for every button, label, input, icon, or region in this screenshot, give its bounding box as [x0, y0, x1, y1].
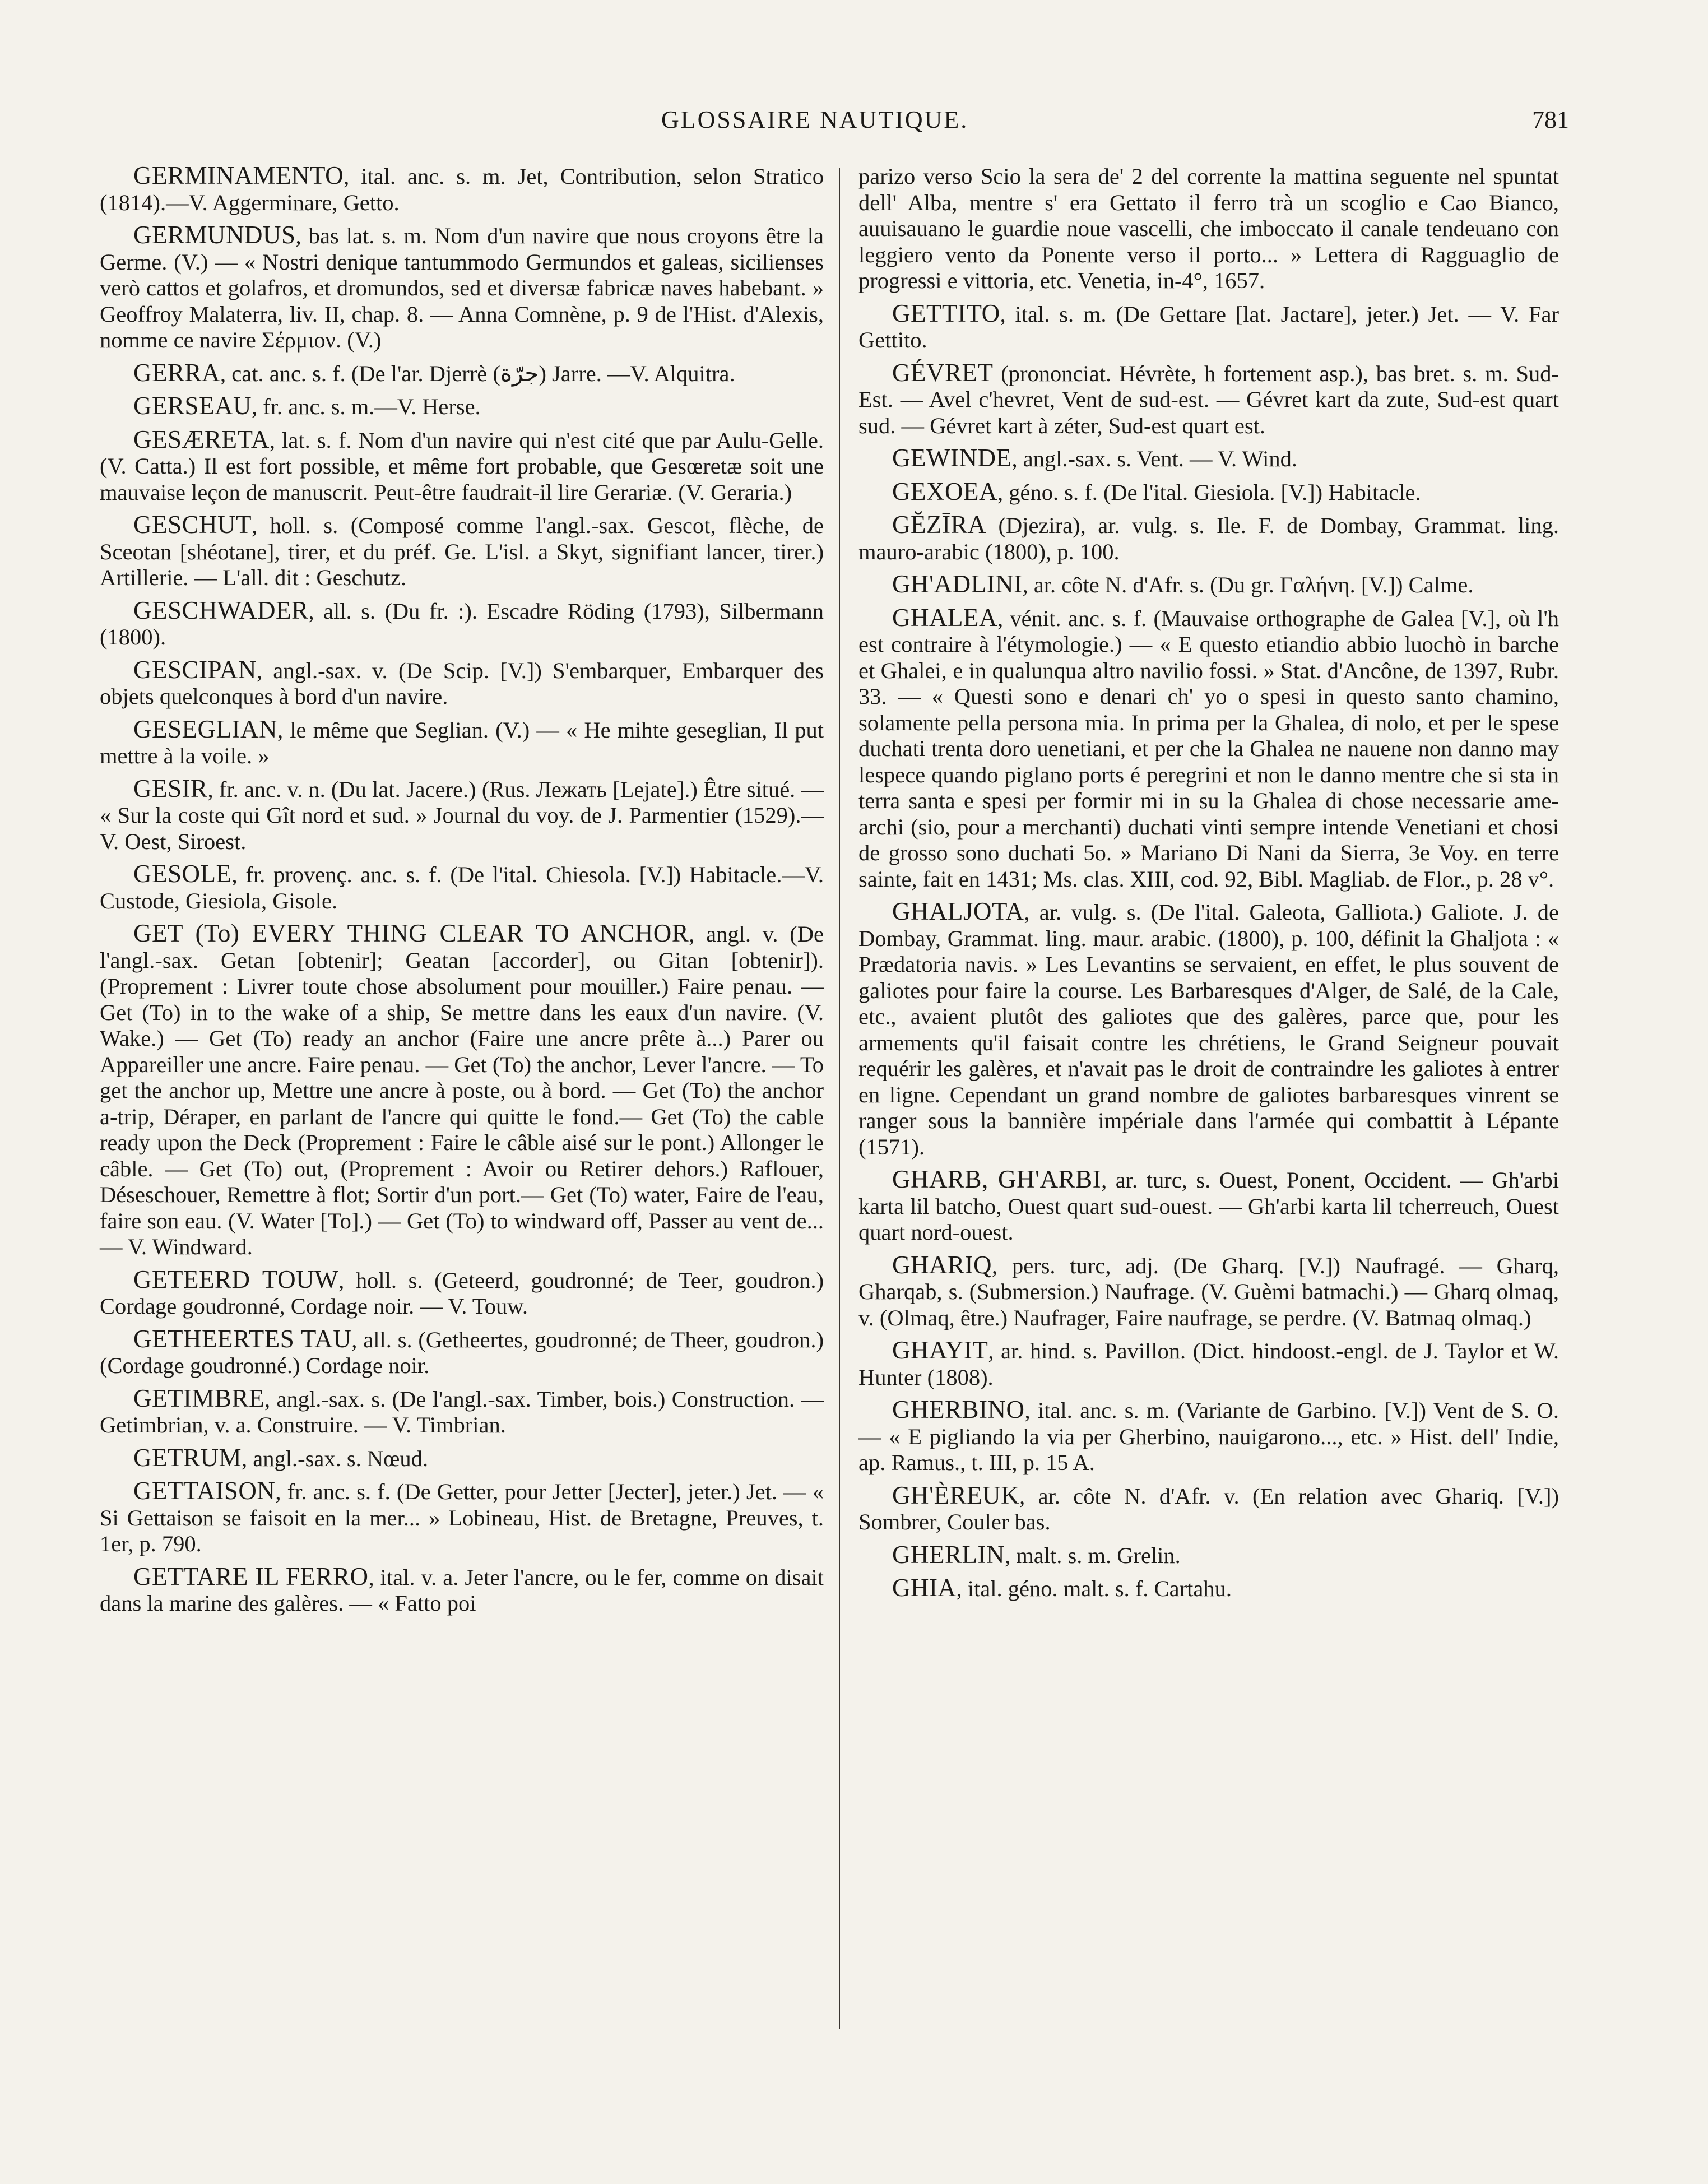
- entry-gesole: [100, 861, 824, 914]
- entry-gerseau: [100, 393, 824, 420]
- definition: , all. s. (Getheertes, goudronné; de Theer, goudron.) (Cordage goudronné.) Cordage noir.: [100, 1327, 824, 1378]
- headword: GETHEERTES TAU: [133, 1324, 352, 1353]
- headword: GEXOEA: [892, 477, 997, 506]
- definition: , ital. anc. s. m. (Variante de Garbino. [V.]) Vent de S. O. — « E pigliando la via per Gherbino, nauigarono..., etc. » Hist. dell' Indie, ap. Ramus., t. III, p. 15 A.: [858, 1398, 1559, 1475]
- entry-gescipan: [100, 657, 824, 710]
- headword: GESOLE: [133, 860, 232, 888]
- headword: GHERBINO: [892, 1395, 1025, 1423]
- headword: GESÆRETA: [133, 425, 270, 453]
- definition: (prononciat. Hévrète, h fortement asp.), bas bret. s. m. Sud-Est. — Avel c'hevret, Vent de sud-est. — Gévret kart da zute, Sud-est quart sud. — Gévret kart à zéter, Sud-est quart est.: [858, 360, 1559, 438]
- definition: , angl.-sax. v. (De Scip. [V.]) S'embarquer, Embarquer des objets quelconques à bord d'un navire.: [100, 657, 824, 709]
- definition: , holl. s. (Geteerd, goudronné; de Teer, goudron.) Cordage goudronné, Cordage noir. — V. Touw.: [100, 1267, 824, 1319]
- definition: (Djezira), ar. vulg. s. Ile. F. de Dombay, Grammat. ling. mauro-arabic (1800), p. 100.: [858, 513, 1559, 564]
- entry-getrum: [100, 1445, 824, 1472]
- definition: , holl. s. (Composé comme l'angl.-sax. Gescot, flèche, de Sceotan [shéotane], tirer, et du préf. Ge. L'isl. a Skyt, signifiant lancer, tirer.) Artillerie. — L'all. dit : Geschutz.: [100, 513, 824, 590]
- entry-ghariq: [858, 1252, 1559, 1332]
- definition: parizo verso Scio la sera de' 2 del corrente la mattina seguente nel spuntat dell' Alba, mentre s' era Gettato il ferro trà un scoglio e Cao Bianco, auuisauano le guardie noue vascelli, che imboccato il canale tendeuano con leggiero vento da Ponente verso il porto... » Lettera di Ragguaglio de progressi e vittoria, etc. Venetia, in-4°, 1657.: [858, 164, 1559, 293]
- definition: , fr. provenç. anc. s. f. (De l'ital. Chiesola. [V.]) Habitacle.—V. Custode, Giesiola, Gisole.: [100, 862, 824, 914]
- entry-gharb: [858, 1166, 1559, 1246]
- headword: GĔZĪRA: [892, 511, 986, 539]
- headword: GETTITO: [892, 299, 1000, 327]
- definition: , bas lat. s. m. Nom d'un navire que nous croyons être la Germe. (V.) — « Nostri denique tantummodo Germundos et galeas, sicilienses verò cattos et golafros, et dromundos, sed et diversæ fabricæ naves habebant. » Geoffroy Malaterra, liv. II, chap. 8. — Anna Comnène, p. 9 de l'Hist. d'Alexis, nomme ce navire Σέρμιον. (V.): [100, 223, 824, 353]
- entry-geteerd-touw: [100, 1267, 824, 1320]
- definition: , angl.-sax. s. (De l'angl.-sax. Timber, bois.) Construction. — Getimbrian, v. a. Construire. — V. Timbrian.: [100, 1386, 824, 1438]
- headword: GHAYIT: [892, 1336, 988, 1364]
- entry-geschwader: [100, 597, 824, 651]
- definition: , ar. côte N. d'Afr. s. (Du gr. Γαλήνη. [V.]) Calme.: [1022, 572, 1474, 597]
- headword: GERMUNDUS: [133, 221, 296, 249]
- entry-gettito: [858, 300, 1559, 354]
- entry-continuation: [858, 163, 1559, 294]
- entry-gerra: [100, 360, 824, 387]
- entry-germundus: [100, 222, 824, 354]
- entry-gevret: [858, 360, 1559, 439]
- entry-ghayit: [858, 1337, 1559, 1390]
- definition: , ar. turc, s. Ouest, Ponent, Occident. — Gh'arbi karta lil batcho, Ouest quart sud-ouest. — Gh'arbi karta lil tcherreuch, Ouest quart nord-ouest.: [858, 1167, 1559, 1245]
- headword: GERSEAU: [133, 392, 252, 420]
- headword: GERMINAMENTO: [133, 161, 344, 189]
- definition: , ital. s. m. (De Gettare [lat. Jactare], jeter.) Jet. — V. Far Gettito.: [858, 301, 1559, 353]
- entry-gettare-il-ferro: [100, 1564, 824, 1617]
- entry-gherbino: [858, 1397, 1559, 1476]
- definition: , ar. côte N. d'Afr. v. (En relation avec Ghariq. [V.]) Sombrer, Couler bas.: [858, 1483, 1559, 1534]
- entry-ghalea: [858, 605, 1559, 893]
- column-rule: [839, 168, 840, 2029]
- headword: GHERLIN: [892, 1540, 1005, 1569]
- right-column: [858, 163, 1559, 1608]
- entry-gettaison: [100, 1478, 824, 1557]
- entry-geschut: [100, 512, 824, 591]
- headword: GETTAISON: [133, 1477, 276, 1505]
- headword: GEWINDE: [892, 444, 1012, 472]
- headword: GESIR: [133, 774, 208, 803]
- definition: , fr. anc. v. n. (Du lat. Jacere.) (Rus. Лежать [Lejate].) Être situé. — « Sur la coste qui Gît nord et sud. » Journal du voy. de J. Parmentier (1529).—V. Oest, Siroest.: [100, 776, 824, 854]
- definition: , malt. s. m. Grelin.: [1004, 1542, 1181, 1568]
- entry-gewinde: [858, 445, 1559, 472]
- headword: GHALEA: [892, 603, 997, 632]
- headword: GHALJOTA: [892, 897, 1024, 925]
- definition: , angl.-sax. s. Vent. — V. Wind.: [1011, 446, 1297, 471]
- definition: , pers. turc, adj. (De Gharq. [V.]) Naufragé. — Gharq, Gharqab, s. (Submersion.) Naufrage. (V. Guèmi batmachi.) — Gharq olmaq, v. (Olmaq, être.) Naufrager, Faire naufrage, se perdre. (V. Batmaq olmaq.): [858, 1253, 1559, 1330]
- definition: , angl. v. (De l'angl.-sax. Getan [obtenir]; Geatan [accorder], ou Gitan [obtenir]). (Proprement : Livrer toute chose absolument pour mouiller.) Faire penau. — Get (To) in to the wake of a ship, Se mettre dans les eaux d'un navire. (V. Wake.) — Get (To) ready an anchor (Faire une ancre prête à...) Parer ou Appareiller une ancre. Faire penau. — Get (To) the anchor, Lever l'ancre. — To get the anchor up, Mettre une ancre à poste, ou à bord. — Get (To) the anchor a-trip, Déraper, en parlant de l'ancre qui quitte le fond.— Get (To) the cable ready upon the Deck (Proprement : Faire le câble aisé sur le pont.) Allonger le câble. — Get (To) out, (Proprement : Avoir ou Retirer dehors.) Raflouer, Déseschouer, Remettre à flot; Sortir d'un port.— Get (To) water, Faire de l'eau, faire son eau. (V. Water [To].) — Get (To) to windward off, Passer au vent de... — V. Windward.: [100, 921, 824, 1259]
- entry-getimbre: [100, 1385, 824, 1439]
- definition: , fr. anc. s. m.—V. Herse.: [252, 394, 481, 419]
- definition: , vénit. anc. s. f. (Mauvaise orthographe de Galea [V.], où l'h est contraire à l'étymologie.) — « E questo etiandio abbio luochò in barche et Ghalei, e in qualunqua altro navilio fossi. » Stat. d'Ancône, de 1397, Rubr. 33. — « Questi sono e denari ch' yo o spesi in questo santo chamino, solamente pella persona mia. In prima per la Ghalea, di nolo, et per le spese duchati trenta doro uenetiani, et per che la Ghalea ne nauene non danno may lespece quando piglano ports é peregrini et non le danno mentre che si sta in terra santa e spesi per formir mi in su la Ghalea di chose necessarie ame-archi (sio, pour a merchanti) duchati vinti sempre intende Venetiani et chosi de grosso sono duchati 5o. » Mariano Di Nani da Sierra, 3e Voy. en terre sainte, fait en 1431; Ms. clas. XIII, cod. 92, Bibl. Magliab. de Flor., p. 28 v°.: [858, 605, 1559, 892]
- definition: , ital. v. a. Jeter l'ancre, ou le fer, comme on disait dans la marine des galères. — « Fatto poi: [100, 1564, 824, 1616]
- headword: GESEGLIAN: [133, 715, 277, 743]
- headword: GESCHUT: [133, 511, 252, 539]
- headword: GHARIQ: [892, 1250, 992, 1279]
- entry-geseglian: [100, 716, 824, 769]
- entry-get-to: [100, 920, 824, 1260]
- headword: GESCHWADER: [133, 596, 309, 624]
- headword: GETIMBRE: [133, 1384, 264, 1412]
- entry-gesaereta: [100, 426, 824, 506]
- entry-gezira: [858, 512, 1559, 565]
- running-header: [560, 105, 1569, 139]
- entry-gesir: [100, 776, 824, 855]
- definition: , cat. anc. s. f. (De l'ar. Djerrè (جرّة) Jarre. —V. Alquitra.: [220, 360, 735, 386]
- entry-germinamento: [100, 163, 824, 216]
- definition: , ital. anc. s. m. Jet, Contribution, selon Stratico (1814).—V. Aggerminare, Getto.: [100, 164, 824, 215]
- headword: GÉVRET: [892, 358, 994, 387]
- headword: GERRA: [133, 358, 221, 387]
- definition: , ar. hind. s. Pavillon. (Dict. hindoost.-engl. de J. Taylor et W. Hunter (1808).: [858, 1338, 1559, 1390]
- definition: , all. s. (Du fr. :). Escadre Röding (1793), Silbermann (1800).: [100, 598, 824, 650]
- entry-gexoea: [858, 479, 1559, 506]
- running-title: GLOSSAIRE NAUTIQUE.: [661, 106, 969, 133]
- definition: , ital. géno. malt. s. f. Cartahu.: [956, 1576, 1232, 1601]
- page-number: 781: [1532, 106, 1569, 133]
- entry-gherlin: [858, 1542, 1559, 1569]
- headword: GETTARE IL FERRO: [133, 1562, 369, 1591]
- headword: GHIA: [892, 1574, 957, 1602]
- headword: GH'ÈREUK: [892, 1481, 1020, 1509]
- definition: , angl.-sax. s. Nœud.: [242, 1445, 428, 1471]
- headword: GETRUM: [133, 1443, 242, 1472]
- definition: , ar. vulg. s. (De l'ital. Galeota, Galliota.) Galiote. J. de Dombay, Grammat. ling. maur. arabic. (1800), p. 100, définit la Ghaljota : « Prædatoria navis. » Les Levantins se servaient, en effet, le plus souvent de galiotes pour faire la course. Les Barbaresques d'Alger, de Salé, de la Cale, etc., avaient plutôt des galiotes que des galères, parce que, pour les armements qu'il faisait contre les chrétiens, le Grand Seigneur pouvait requérir les galères, et n'avait pas le droit de contraindre les galiotes à entrer en ligne. Cependant un grand nombre de galiotes barbaresques vinrent se ranger sous la bannière impériale dans l'armée qui combattit à Lépante (1571).: [858, 899, 1559, 1160]
- entry-getheertes-tau: [100, 1326, 824, 1379]
- entry-ghaljota: [858, 898, 1559, 1160]
- definition: , fr. anc. s. f. (De Getter, pour Jetter [Jecter], jeter.) Jet. — « Si Gettaison se faisoit en la mer... » Lobineau, Hist. de Bretagne, Preuves, t. 1er, p. 790.: [100, 1479, 824, 1556]
- headword: GH'ADLINI: [892, 570, 1023, 598]
- headword: GHARB, GH'ARBI: [892, 1165, 1102, 1193]
- left-column: [100, 163, 824, 1623]
- definition: , géno. s. f. (De l'ital. Giesiola. [V.]) Habitacle.: [997, 479, 1421, 505]
- entry-ghadlini: [858, 571, 1559, 599]
- entry-ghia: [858, 1575, 1559, 1602]
- headword: GET (To) EVERY THING CLEAR TO ANCHOR: [133, 919, 689, 947]
- headword: GESCIPAN: [133, 655, 257, 684]
- headword: GETEERD TOUW: [133, 1265, 339, 1293]
- definition: , le même que Seglian. (V.) — « He mihte geseglian, Il put mettre à la voile. »: [100, 717, 824, 768]
- entry-ghereuk: [858, 1482, 1559, 1536]
- definition: , lat. s. f. Nom d'un navire qui n'est cité que par Aulu-Gelle. (V. Catta.) Il est fort possible, et même fort probable, que Gesœretæ soit une mauvaise leçon de manuscrit. Peut-être faudrait-il lire Gerariæ. (V. Geraria.): [100, 427, 824, 505]
